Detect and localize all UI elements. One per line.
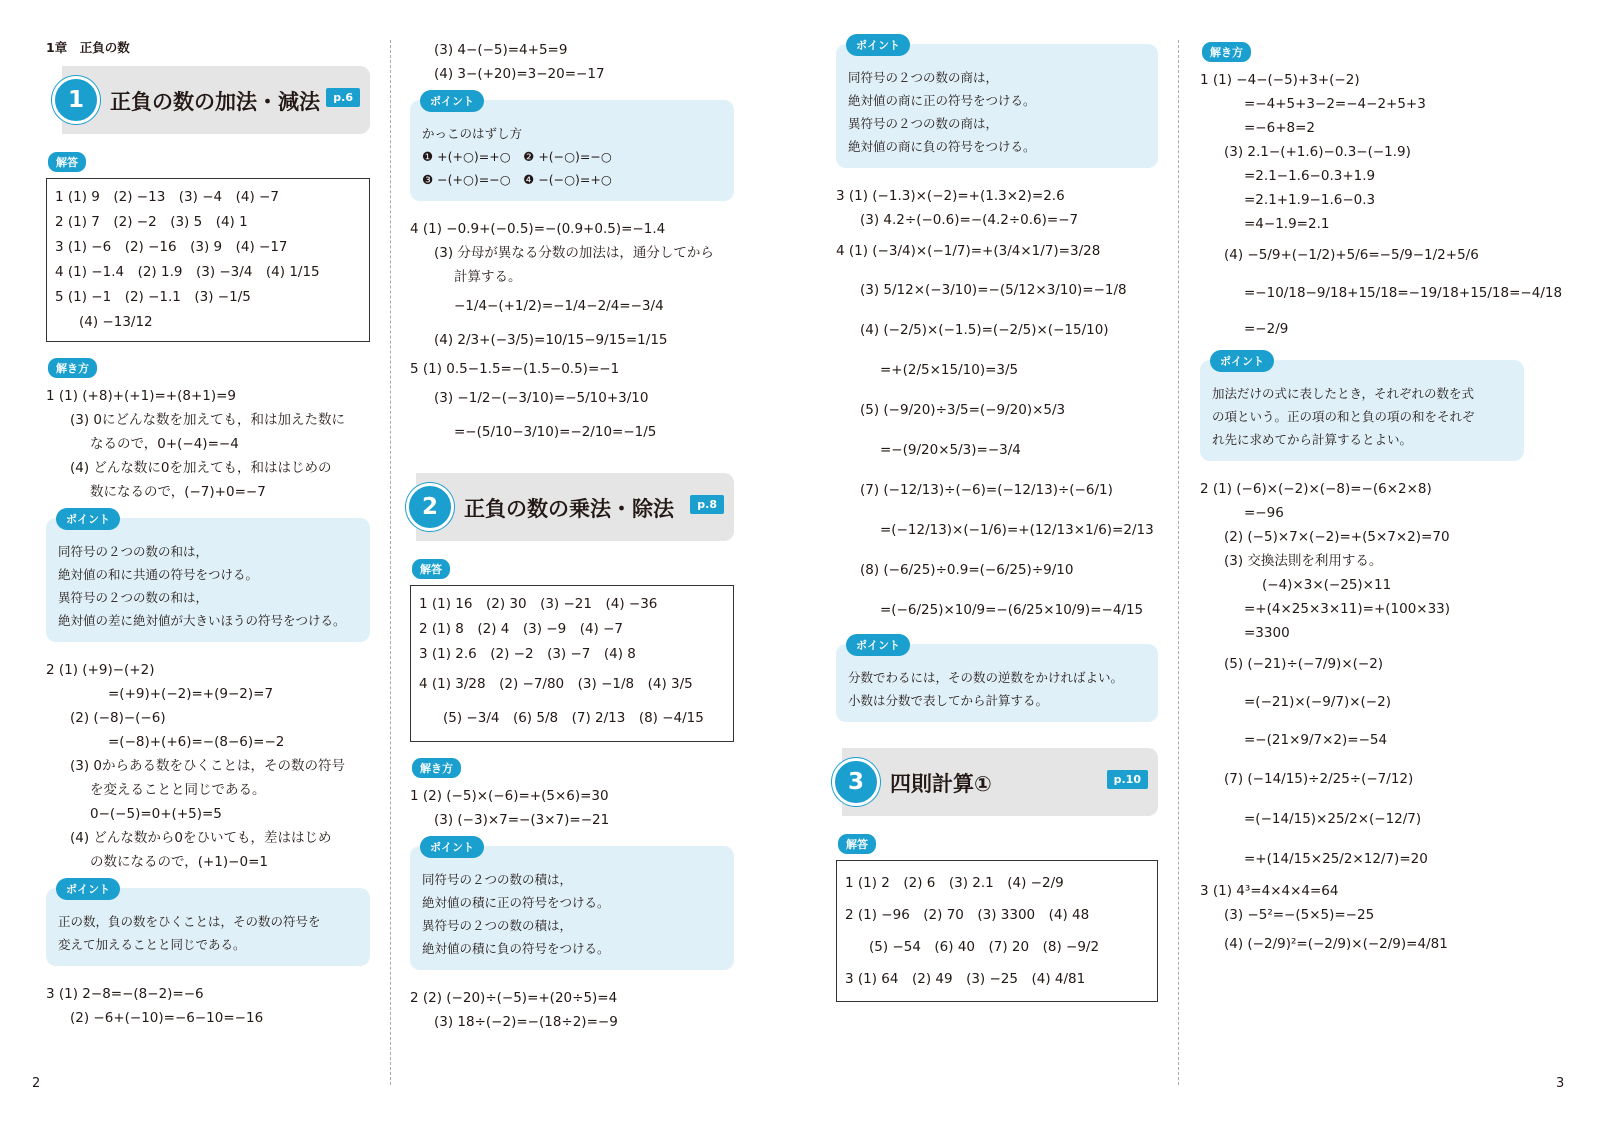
answer-row: 2 (1) −96 (2) 70 (3) 3300 (4) 48 [845,907,1090,923]
answer-row: 1 (1) 2 (2) 6 (3) 2.1 (4) −2/9 [845,875,1064,891]
solution-line: 1 (1) −4−(−5)+3+(−2) [1200,72,1360,88]
column-divider [390,40,391,1085]
point-line: ❶ +(+○)=+○ ❷ +(−○)=−○ [422,149,612,164]
solution-line: 1 (2) (−5)×(−6)=+(5×6)=30 [410,788,609,804]
point-label: ポイント [56,508,120,530]
answer-box [836,860,1158,1002]
solution-line: (3) −5²=−(5×5)=−25 [1224,907,1375,923]
solution-line: =(−12/13)×(−1/6)=+(12/13×1/6)=2/13 [880,522,1154,538]
answer-row: 1 (1) 9 (2) −13 (3) −4 (4) −7 [55,189,279,205]
section-1-header [62,66,370,134]
solution-line: 4 (1) (−3/4)×(−1/7)=+(3/4×1/7)=3/28 [836,243,1101,259]
point-line: 同符号の２つの数の商は， [848,70,999,85]
column-divider [1178,40,1179,1085]
column-1 [46,38,370,1030]
solution-line: 4 (1) −0.9+(−0.5)=−(0.9+0.5)=−1.4 [410,221,666,237]
point-label: ポイント [56,878,120,900]
solution-line: (4) −5/9+(−1/2)+5/6=−5/9−1/2+5/6 [1224,247,1479,263]
point-box [836,639,1158,722]
explain-label: 解き方 [48,358,97,378]
solution-line: =−6+8=2 [1244,120,1316,136]
explain-label: 解き方 [412,758,461,778]
solution-line: (5) (−21)÷(−7/9)×(−2) [1224,656,1384,672]
solution-line: の数になるので，(+1)−0=1 [90,854,268,870]
solution-line: =(−8)+(+6)=−(8−6)=−2 [108,734,285,750]
solution-line: (3) 0からある数をひくことは，その数の符号 [70,758,346,774]
point-label: ポイント [846,34,910,56]
point-line: 変えて加えることと同じである。 [58,937,246,952]
answer-box [410,585,734,742]
solution-line: (8) (−6/25)÷0.9=(−6/25)÷9/10 [860,562,1074,578]
solution-line: 2 (1) (−6)×(−2)×(−8)=−(6×2×8) [1200,481,1432,497]
solution-line: 3 (1) 4³=4×4×4=64 [1200,883,1339,899]
solution-line: (4) どんな数に0を加えても，和ははじめの [70,460,332,476]
solution-line: (3) 4.2÷(−0.6)=−(4.2÷0.6)=−7 [860,212,1079,228]
solution-line: 1 (1) (+8)+(+1)=+(8+1)=9 [46,388,237,404]
answer-row: (5) −3/4 (6) 5/8 (7) 2/13 (8) −4/15 [443,710,704,726]
point-line: 異符号の２つの数の積は， [422,918,573,933]
answer-row: 1 (1) 16 (2) 30 (3) −21 (4) −36 [419,596,658,612]
answer-box [46,178,370,342]
solution-line: (3) 分母が異なる分数の加法は，通分してから [434,245,714,261]
solution-line: (4) 3−(+20)=3−20=−17 [434,66,605,82]
solution-line: =(−14/15)×25/2×(−12/7) [1244,811,1422,827]
solution-line: (4) どんな数から0をひいても，差ははじめ [70,830,332,846]
point-line: 小数は分数で表してから計算する。 [848,693,1049,708]
answer-row: (4) −13/12 [79,314,153,330]
point-label: ポイント [846,634,910,656]
answer-row: (5) −54 (6) 40 (7) 20 (8) −9/2 [869,939,1100,955]
solution-line: =3300 [1244,625,1290,641]
solution-line: =+(2/5×15/10)=3/5 [880,362,1019,378]
explain-label: 解き方 [1202,42,1251,62]
point-line: 分数でわるには，その数の逆数をかければよい。 [848,670,1124,685]
solution-line: なるので，0+(−4)=−4 [90,436,239,452]
solution-line: 5 (1) 0.5−1.5=−(1.5−0.5)=−1 [410,361,620,377]
point-label: ポイント [420,90,484,112]
point-line: れ先に求めてから計算するとよい。 [1212,432,1413,447]
answer-row: 5 (1) −1 (2) −1.1 (3) −1/5 [55,289,251,305]
solution-line: (3) 4−(−5)=4+5=9 [434,42,568,58]
point-line: 加法だけの式に表したとき，それぞれの数を式 [1212,386,1475,401]
solution-line: 3 (1) (−1.3)×(−2)=+(1.3×2)=2.6 [836,188,1065,204]
solution-line: (3) 5/12×(−3/10)=−(5/12×3/10)=−1/8 [860,282,1127,298]
answer-row: 3 (1) −6 (2) −16 (3) 9 (4) −17 [55,239,288,255]
solution-line: (3) (−3)×7=−(3×7)=−21 [434,812,610,828]
column-2 [410,38,734,1034]
section-number: 3 [832,758,880,806]
solution-line: 2 (1) (+9)−(+2) [46,662,155,678]
point-line: 絶対値の商に負の符号をつける。 [848,139,1036,154]
solution-line: を変えることと同じである。 [90,782,266,798]
section-number: 1 [52,76,100,124]
section-2-header [416,473,734,541]
solution-line: =2.1+1.9−1.6−0.3 [1244,192,1376,208]
answer-row: 2 (1) 7 (2) −2 (3) 5 (4) 1 [55,214,248,230]
page-reference: p.6 [326,88,360,107]
point-line: 同符号の２つの数の積は， [422,872,573,887]
answer-label: 解答 [412,559,450,579]
solution-line: (2) −6+(−10)=−6−10=−16 [70,1010,264,1026]
solution-line: =(−21)×(−9/7)×(−2) [1244,694,1391,710]
section-title: 四則計算① [890,772,992,796]
solution-line: =4−1.9=2.1 [1244,216,1330,232]
solution-line: =+(14/15×25/2×12/7)=20 [1244,851,1428,867]
point-label: ポイント [1210,350,1274,372]
solution-line: (5) (−9/20)÷3/5=(−9/20)×5/3 [860,402,1066,418]
solution-line: (2) (−8)−(−6) [70,710,166,726]
solution-line: =−(5/10−3/10)=−2/10=−1/5 [454,424,657,440]
solution-line: 数になるので，(−7)+0=−7 [90,484,266,500]
column-4 [1200,38,1563,961]
section-title: 正負の数の加法・減法 [110,90,320,114]
point-line: 絶対値の積に正の符号をつける。 [422,895,610,910]
point-box [46,513,370,642]
section-title: 正負の数の乗法・除法 [464,497,674,521]
solution-line: =(+9)+(−2)=+(9−2)=7 [108,686,274,702]
point-box [1200,355,1524,461]
point-line: 絶対値の和に共通の符号をつける。 [58,567,259,582]
point-label: ポイント [420,836,484,858]
solution-line: (7) (−12/13)÷(−6)=(−12/13)÷(−6/1) [860,482,1113,498]
solution-line: =−(21×9/7×2)=−54 [1244,732,1388,748]
point-line: ❸ −(+○)=−○ ❹ −(−○)=+○ [422,172,612,187]
solution-line: =−10/18−9/18+15/18=−19/18+15/18=−4/18 [1244,285,1563,301]
chapter-heading: 1章 正負の数 [46,40,130,55]
answer-row: 3 (1) 2.6 (2) −2 (3) −7 (4) 8 [419,646,636,662]
solution-line: (3) 交換法則を利用する。 [1224,553,1383,569]
point-line: 異符号の２つの数の和は， [58,590,209,605]
point-line: 正の数，負の数をひくことは，その数の符号を [58,914,321,929]
solution-line: (4) (−2/5)×(−1.5)=(−2/5)×(−15/10) [860,322,1109,338]
solution-line: (2) (−5)×7×(−2)=+(5×7×2)=70 [1224,529,1450,545]
solution-line: (3) 2.1−(+1.6)−0.3−(−1.9) [1224,144,1411,160]
answer-row: 4 (1) 3/28 (2) −7/80 (3) −1/8 (4) 3/5 [419,676,693,692]
solution-line: =−2/9 [1244,321,1289,337]
solution-line: (7) (−14/15)÷2/25÷(−7/12) [1224,771,1414,787]
solution-line: (3) 0にどんな数を加えても，和は加えた数に [70,412,346,428]
solution-line: (4) 2/3+(−3/5)=10/15−9/15=1/15 [434,332,668,348]
page-reference: p.8 [690,495,724,514]
point-line: 同符号の２つの数の和は， [58,544,209,559]
solution-line: (3) −1/2−(−3/10)=−5/10+3/10 [434,390,649,406]
point-box [836,39,1158,168]
column-3 [836,38,1158,1014]
page-reference: p.10 [1107,770,1148,789]
solution-line: =−96 [1244,505,1284,521]
solution-line: =+(4×25×3×11)=+(100×33) [1244,601,1451,617]
point-line: 絶対値の商に正の符号をつける。 [848,93,1036,108]
solution-line: 0−(−5)=0+(+5)=5 [90,806,222,822]
solution-line: (3) 18÷(−2)=−(18÷2)=−9 [434,1014,618,1030]
answer-label: 解答 [838,834,876,854]
point-line: の項という。正の項の和と負の項の和をそれぞ [1212,409,1475,424]
point-line: 絶対値の積に負の符号をつける。 [422,941,610,956]
point-box [410,95,734,201]
solution-line: =(−6/25)×10/9=−(6/25×10/9)=−4/15 [880,602,1144,618]
solution-line: −1/4−(+1/2)=−1/4−2/4=−3/4 [454,298,664,314]
page-number-left: 2 [32,1076,41,1091]
solution-line: (4) (−2/9)²=(−2/9)×(−2/9)=4/81 [1224,936,1448,952]
point-line: 異符号の２つの数の商は， [848,116,999,131]
section-number: 2 [406,483,454,531]
point-box [410,841,734,970]
answer-row: 4 (1) −1.4 (2) 1.9 (3) −3/4 (4) 1/15 [55,264,320,280]
page-number-right: 3 [1556,1076,1565,1091]
point-line: かっこのはずし方 [422,126,523,141]
answer-label: 解答 [48,152,86,172]
solution-line: 3 (1) 2−8=−(8−2)=−6 [46,986,204,1002]
section-3-header [842,748,1158,816]
point-box [46,883,370,966]
solution-line: =−(9/20×5/3)=−3/4 [880,442,1021,458]
solution-line: 2 (2) (−20)÷(−5)=+(20÷5)=4 [410,990,618,1006]
solution-line: =−4+5+3−2=−4−2+5+3 [1244,96,1426,112]
solution-line: (−4)×3×(−25)×11 [1262,577,1392,593]
solution-line: 計算する。 [454,269,522,285]
solution-line: =2.1−1.6−0.3+1.9 [1244,168,1376,184]
answer-row: 2 (1) 8 (2) 4 (3) −9 (4) −7 [419,621,624,637]
answer-row: 3 (1) 64 (2) 49 (3) −25 (4) 4/81 [845,971,1086,987]
point-line: 絶対値の差に絶対値が大きいほうの符号をつける。 [58,613,346,628]
